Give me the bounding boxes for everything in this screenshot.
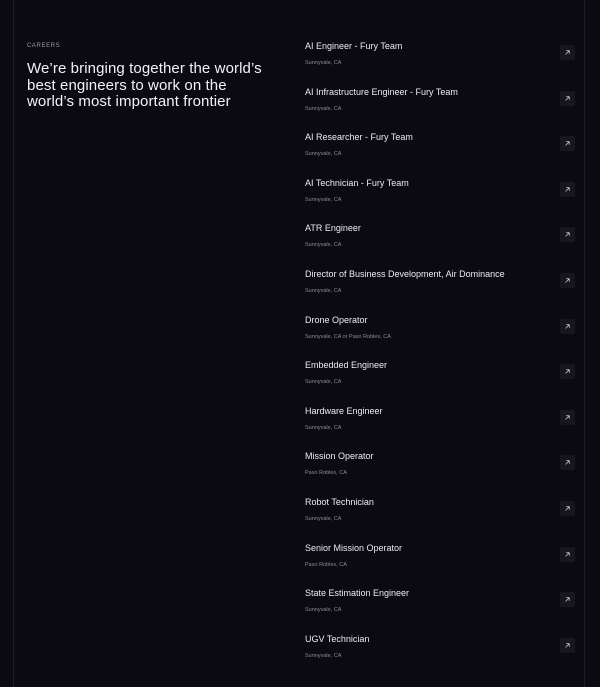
arrow-up-right-icon [564, 231, 571, 238]
job-listing[interactable] [305, 497, 575, 543]
job-listing[interactable] [305, 87, 575, 133]
job-location: Sunnyvale, CA [305, 607, 342, 614]
job-listing[interactable] [305, 588, 575, 634]
open-job-button[interactable] [560, 136, 575, 151]
job-title[interactable]: AI Researcher - Fury Team [305, 132, 413, 143]
job-listing[interactable] [305, 269, 575, 315]
careers-eyebrow: CAREERS [27, 43, 61, 49]
job-location: Sunnyvale, CA [305, 652, 342, 659]
open-job-button[interactable] [560, 182, 575, 197]
job-location: Sunnyvale, CA [305, 196, 342, 203]
job-title[interactable]: AI Engineer - Fury Team [305, 41, 403, 51]
job-location: Sunnyvale, CA [305, 379, 342, 386]
open-job-button[interactable] [560, 410, 575, 425]
careers-headline: We’re bringing together the world’s best engineers to work on the world’s most important frontier [27, 60, 262, 110]
job-title[interactable]: Director of Business Development, Air Dominance [305, 268, 505, 279]
job-listing[interactable] [305, 406, 575, 452]
job-title[interactable]: State Estimation Engineer [305, 588, 410, 599]
job-listing[interactable] [305, 223, 575, 269]
job-title[interactable]: ATR Engineer [305, 223, 361, 234]
job-title[interactable]: Mission Operator [305, 451, 374, 462]
arrow-up-right-icon [564, 414, 571, 421]
job-title[interactable]: AI Technician - Fury Team [305, 177, 409, 188]
arrow-up-right-icon [564, 95, 571, 102]
arrow-up-right-icon [564, 140, 571, 147]
job-location: Sunnyvale, CA or Paso Robles, CA [305, 333, 391, 340]
arrow-up-right-icon [564, 505, 571, 512]
job-title[interactable]: AI Infrastructure Engineer - Fury Team [305, 86, 458, 97]
job-listing[interactable] [305, 315, 575, 361]
job-listing[interactable] [305, 451, 575, 497]
job-title[interactable]: Drone Operator [305, 314, 368, 325]
job-listing[interactable] [305, 360, 575, 406]
job-location: Sunnyvale, CA [305, 242, 342, 249]
open-job-button[interactable] [560, 91, 575, 106]
open-job-button[interactable] [560, 45, 575, 60]
job-list [305, 41, 575, 679]
open-job-button[interactable] [560, 364, 575, 379]
open-job-button[interactable] [560, 547, 575, 562]
job-title[interactable]: Hardware Engineer [305, 405, 383, 416]
arrow-up-right-icon [564, 186, 571, 193]
job-location: Sunnyvale, CA [305, 60, 342, 66]
arrow-up-right-icon [564, 49, 571, 56]
arrow-up-right-icon [564, 642, 571, 649]
arrow-up-right-icon [564, 551, 571, 558]
arrow-up-right-icon [564, 368, 571, 375]
open-job-button[interactable] [560, 592, 575, 607]
job-location: Sunnyvale, CA [305, 515, 342, 522]
arrow-up-right-icon [564, 596, 571, 603]
arrow-up-right-icon [564, 459, 571, 466]
open-job-button[interactable] [560, 638, 575, 653]
job-location: Sunnyvale, CA [305, 424, 342, 431]
job-title[interactable]: UGV Technician [305, 633, 370, 644]
job-location: Paso Robles, CA [305, 561, 347, 568]
open-job-button[interactable] [560, 227, 575, 242]
job-location: Paso Robles, CA [305, 470, 347, 477]
open-job-button[interactable] [560, 319, 575, 334]
arrow-up-right-icon [564, 277, 571, 284]
arrow-up-right-icon [564, 323, 571, 330]
job-listing[interactable] [305, 132, 575, 178]
job-listing[interactable] [305, 178, 575, 224]
job-listing[interactable] [305, 634, 575, 680]
job-location: Sunnyvale, CA [305, 287, 342, 294]
open-job-button[interactable] [560, 455, 575, 470]
job-location: Sunnyvale, CA [305, 105, 342, 112]
careers-intro [27, 42, 267, 111]
open-job-button[interactable] [560, 501, 575, 516]
job-title[interactable]: Embedded Engineer [305, 360, 388, 371]
open-job-button[interactable] [560, 273, 575, 288]
job-listing[interactable] [305, 41, 575, 87]
job-title[interactable]: Senior Mission Operator [305, 542, 403, 553]
job-location: Sunnyvale, CA [305, 151, 342, 158]
job-listing[interactable] [305, 543, 575, 589]
job-title[interactable]: Robot Technician [305, 496, 374, 507]
